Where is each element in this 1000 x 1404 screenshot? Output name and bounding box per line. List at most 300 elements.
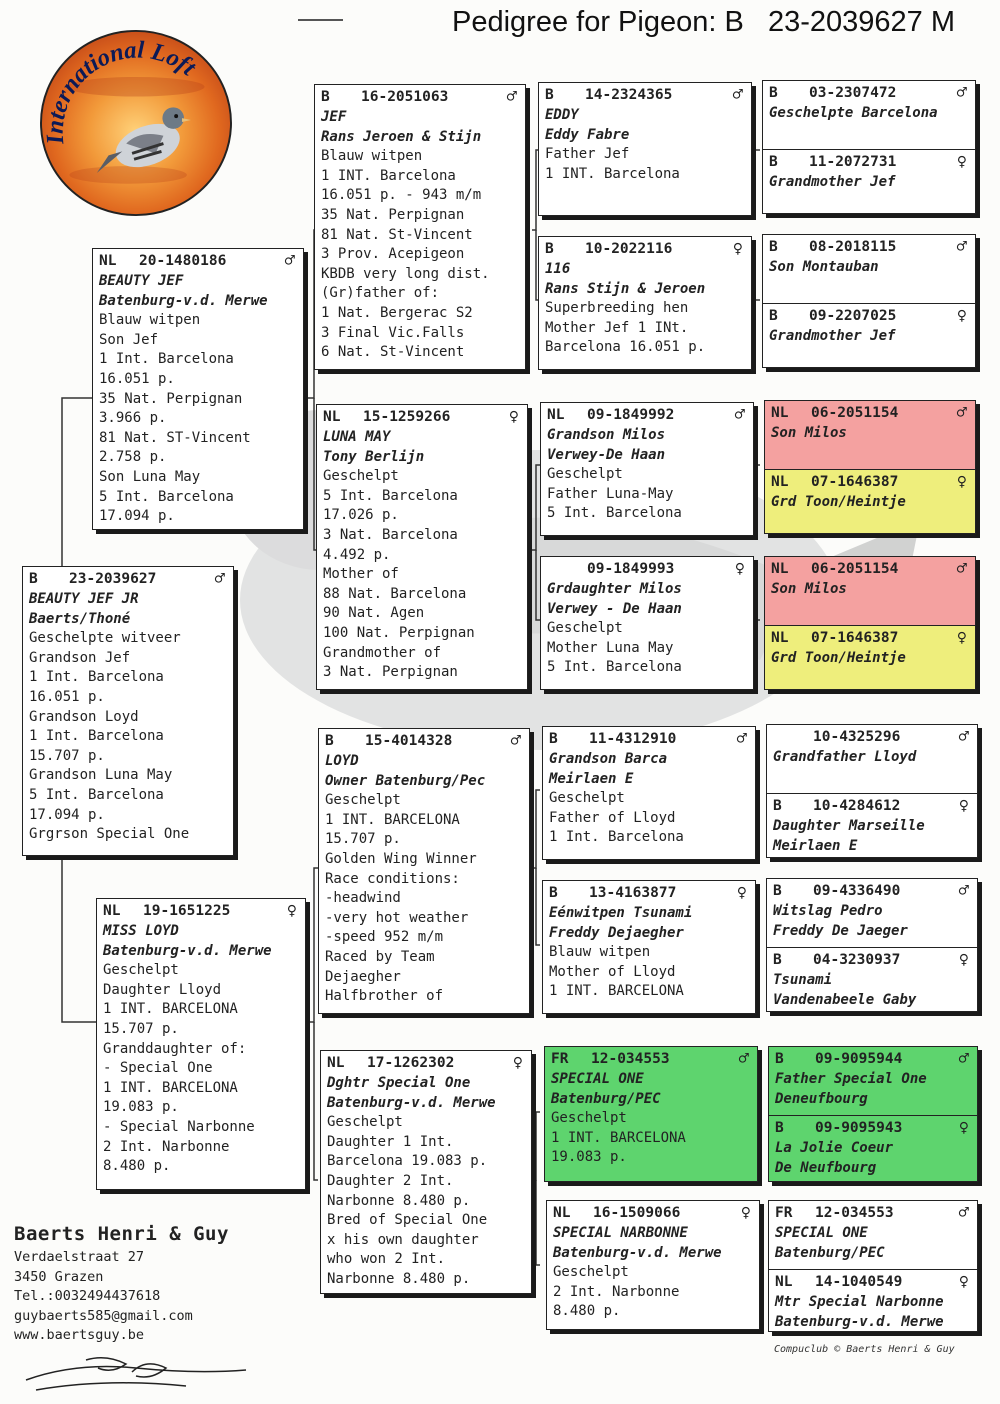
card-header [545, 239, 745, 260]
pedigree-detail-line: 2 Int. Narbonne [103, 1138, 230, 1155]
card-header [769, 152, 969, 173]
pigeon-name-line: Grdaughter Milos [547, 581, 682, 597]
female-icon: ♀ [512, 1053, 523, 1073]
pigeon-name-line: LUNA MAY [323, 429, 391, 445]
pedigree-detail-line: Father Luna-May [547, 485, 674, 502]
card-header [771, 559, 969, 580]
breeder-website[interactable]: www.baertsguy.be [14, 1327, 145, 1344]
pedigree-detail-line: 8.480 p. [103, 1158, 171, 1175]
pigeon-name-line: Eddy Fabre [545, 126, 630, 143]
card-header [551, 1049, 751, 1070]
card-header [771, 628, 969, 649]
ring-number: 12-034553 [815, 1205, 894, 1221]
ring-number: 17-1262302 [367, 1055, 455, 1071]
pedigree-detail-line: Race conditions: [325, 870, 460, 887]
pair-sire [763, 81, 975, 149]
ring-number: 04-3230937 [813, 952, 901, 968]
pigeon-name-line: Son Montauban [769, 259, 879, 275]
card-header [771, 403, 969, 424]
pigeon-name-line: Grandmother Jef [769, 328, 896, 344]
country-code: FR [775, 1205, 793, 1221]
pedigree-detail-line: 100 Nat. Perpignan [323, 624, 475, 641]
pedigree-pair-8 [768, 1200, 978, 1332]
ring-number: 20-1480186 [139, 253, 227, 269]
male-icon: ♂ [958, 881, 969, 901]
country-code: B [769, 85, 778, 101]
pair-dam [765, 469, 975, 534]
pedigree-detail-line: x his own daughter [327, 1231, 479, 1248]
pedigree-detail-line: 15.707 p. [29, 747, 105, 764]
pedigree-card-sdd [540, 556, 754, 690]
pedigree-detail-line: 5 Int. Barcelona [323, 487, 458, 504]
pigeon-name-line: EDDY [545, 107, 579, 123]
pedigree-card-sire-sire [314, 84, 526, 370]
card-header [775, 1272, 971, 1293]
country-code: B [545, 87, 554, 103]
pigeon-name-line: BEAUTY JEF JR [29, 591, 139, 607]
pedigree-card-sss [538, 82, 752, 216]
pigeon-name-line: Owner Batenburg/Pec [325, 772, 486, 789]
card-header [99, 251, 297, 272]
pedigree-detail-line: 35 Nat. Perpignan [99, 390, 243, 407]
pedigree-card-dsd [542, 880, 756, 1014]
pedigree-detail-line: 19.083 p. [103, 1099, 179, 1116]
card-header [553, 1203, 753, 1224]
pair-dam [767, 793, 977, 858]
card-header [775, 1118, 971, 1139]
pair-dam [767, 947, 977, 1012]
male-icon: ♂ [736, 729, 747, 749]
pedigree-detail-line: 15.707 p. [325, 831, 401, 848]
card-header [773, 881, 971, 902]
pigeon-name-line: Batenburg-v.d. Merwe [553, 1244, 722, 1261]
ring-number: 09-1849993 [587, 561, 675, 577]
pedigree-pair-1 [762, 80, 976, 214]
card-header [773, 727, 971, 748]
pigeon-name-line: Tsunami [773, 972, 833, 988]
ring-number: 10-2022116 [585, 241, 673, 257]
ring-number: 19-1651225 [143, 903, 231, 919]
male-icon: ♂ [510, 731, 521, 751]
country-code: B [769, 239, 778, 255]
pedigree-detail-line: 81 Nat. St-Vincent [321, 226, 473, 243]
pedigree-detail-line: Mother Jef 1 INt. [545, 319, 689, 336]
country-code: B [775, 1051, 784, 1067]
pigeon-name-line: Grandson Milos [547, 427, 666, 443]
pedigree-detail-line: Father Jef [545, 146, 630, 163]
card-header [769, 237, 969, 258]
pair-sire [767, 725, 977, 793]
pedigree-detail-line: Mother of Lloyd [549, 963, 676, 980]
pedigree-detail-line: 5 Int. Barcelona [99, 488, 234, 505]
pedigree-detail-line: -very hot weather [325, 909, 469, 926]
pedigree-detail-line: (Gr)father of: [321, 285, 440, 302]
pedigree-detail-line: 5 Int. Barcelona [29, 786, 164, 803]
ring-number: 14-2324365 [585, 87, 673, 103]
pair-sire [765, 557, 975, 625]
pedigree-detail-line: 5 Int. Barcelona [547, 505, 682, 522]
pedigree-pair-3 [764, 400, 976, 534]
breeder-email[interactable]: guybaerts585@gmail.com [14, 1307, 193, 1324]
pigeon-name-line: Geschelpte Barcelona [769, 105, 938, 121]
male-icon: ♂ [284, 251, 295, 271]
pedigree-card-ddd [546, 1200, 760, 1330]
pedigree-detail-line: 1 Int. Barcelona [29, 728, 164, 745]
ring-number: 15-4014328 [365, 733, 453, 749]
male-icon: ♂ [734, 405, 745, 425]
pedigree-detail-line: 3.966 p. [99, 410, 167, 427]
pedigree-detail-line: 16.051 p. [99, 370, 175, 387]
pair-sire [767, 879, 977, 947]
pedigree-detail-line: Barcelona 19.083 p. [327, 1153, 488, 1170]
female-icon: ♀ [286, 901, 297, 921]
pedigree-detail-line: -headwind [325, 890, 401, 907]
pair-sire [769, 1047, 977, 1115]
pedigree-pair-5 [766, 724, 978, 858]
female-icon: ♀ [956, 152, 967, 172]
pedigree-detail-line: -speed 952 m/m [325, 929, 444, 946]
card-header [547, 405, 747, 426]
female-icon: ♀ [956, 306, 967, 326]
pigeon-name-line: Eénwitpen Tsunami [549, 905, 693, 921]
pigeon-name-line: Witslag Pedro [773, 903, 883, 919]
pedigree-detail-line: Barcelona 16.051 p. [545, 339, 706, 356]
country-code: NL [99, 253, 117, 269]
country-code: B [769, 154, 778, 170]
ring-number: 09-2207025 [809, 308, 897, 324]
ring-number: 10-4325296 [813, 729, 901, 745]
breeder-phone: Tel.:0032494437618 [14, 1288, 161, 1305]
card-header [545, 85, 745, 106]
pedigree-detail-line: Father of Lloyd [549, 809, 676, 826]
pedigree-detail-line: Golden Wing Winner [325, 850, 477, 867]
female-icon: ♀ [956, 628, 967, 648]
country-code: B [549, 885, 558, 901]
pair-sire [765, 401, 975, 469]
country-code: B [773, 798, 782, 814]
breeder-name: Baerts Henri & Guy [14, 1223, 229, 1245]
ring-number: 11-2072731 [809, 154, 897, 170]
pedigree-detail-line: 16.051 p. - 943 m/m [321, 187, 482, 204]
country-code: B [775, 1120, 784, 1136]
ring-number: 23-2039627 [69, 571, 157, 587]
pedigree-card-dss [542, 726, 756, 860]
pedigree-detail-line: 6 Nat. St-Vincent [321, 344, 465, 361]
pedigree-detail-line: 81 Nat. ST-Vincent [99, 429, 251, 446]
male-icon: ♂ [958, 1049, 969, 1069]
pedigree-detail-line: 1 INT. BARCELONA [325, 811, 460, 828]
ring-number: 08-2018115 [809, 239, 897, 255]
female-icon: ♀ [958, 1118, 969, 1138]
pedigree-card-sds [540, 402, 754, 536]
pigeon-name-line: 116 [545, 261, 571, 277]
female-icon: ♀ [508, 407, 519, 427]
ring-number: 09-4336490 [813, 883, 901, 899]
pedigree-detail-line: Geschelpt [547, 466, 623, 483]
pigeon-name-line: Vandenabeele Gaby [773, 991, 917, 1008]
pedigree-detail-line: Superbreeding hen [545, 300, 689, 317]
female-icon: ♀ [958, 1272, 969, 1292]
pigeon-name-line: Batenburg/PEC [775, 1244, 885, 1261]
pigeon-name-line: SPECIAL NARBONNE [553, 1225, 688, 1241]
pedigree-detail-line: 1 Int. Barcelona [99, 351, 234, 368]
pedigree-detail-line: Son Jef [99, 331, 159, 348]
pigeon-name-line: Verwey-De Haan [547, 446, 666, 463]
country-code: NL [771, 474, 789, 490]
pigeon-name-line: Grandmother Jef [769, 174, 896, 190]
ring-number: 06-2051154 [811, 405, 899, 421]
loft-logo [38, 28, 234, 218]
pedigree-detail-line: Raced by Team [325, 948, 435, 965]
country-code: B [769, 308, 778, 324]
pedigree-detail-line: Geschelpte witveer [29, 630, 181, 647]
pedigree-detail-line: KBDB very long dist. [321, 265, 490, 282]
male-icon: ♂ [956, 559, 967, 579]
ring-number: 14-1040549 [815, 1274, 903, 1290]
pair-sire [769, 1201, 977, 1269]
pedigree-detail-line: Geschelpt [551, 1110, 627, 1127]
pigeon-name-line: Dghtr Special One [327, 1075, 471, 1091]
card-header [323, 407, 521, 428]
pedigree-card-dam-dam [320, 1050, 532, 1294]
female-icon: ♀ [958, 950, 969, 970]
country-code: NL [553, 1205, 571, 1221]
pedigree-detail-line: Geschelpt [327, 1114, 403, 1131]
ring-number: 13-4163877 [589, 885, 677, 901]
pigeon-name-line: Freddy Dejaegher [549, 924, 684, 941]
pigeon-name-line: Grd Toon/Heintje [771, 650, 906, 666]
country-code: B [549, 731, 558, 747]
pedigree-detail-line: Bred of Special One [327, 1212, 488, 1229]
pedigree-detail-line: 16.051 p. [29, 688, 105, 705]
card-header [547, 559, 747, 580]
pedigree-detail-line: 8.480 p. [553, 1303, 621, 1320]
pedigree-pair-6 [766, 878, 978, 1012]
ring-number: 16-2051063 [361, 89, 449, 105]
pigeon-name-line: Batenburg/PEC [551, 1090, 661, 1107]
pair-dam [763, 303, 975, 368]
pigeon-name-line: Deneufbourg [775, 1090, 868, 1107]
pedigree-detail-line: 3 Final Vic.Falls [321, 324, 465, 341]
country-code: B [773, 952, 782, 968]
pair-dam [769, 1115, 977, 1182]
pedigree-detail-line: 4.492 p. [323, 546, 391, 563]
country-code: NL [323, 409, 341, 425]
pedigree-detail-line: Daughter 2 Int. [327, 1172, 454, 1189]
pedigree-detail-line: 1 INT. BARCELONA [551, 1129, 686, 1146]
country-code: B [321, 89, 330, 105]
pigeon-name-line: Daughter Marseille [773, 818, 925, 834]
pedigree-detail-line: 2 Int. Narbonne [553, 1283, 680, 1300]
pedigree-detail-line: 1 Int. Barcelona [29, 669, 164, 686]
pedigree-detail-line: Geschelpt [549, 790, 625, 807]
pigeon-name-line: Rans Stijn & Jeroen [545, 280, 706, 297]
pedigree-detail-line: 5 Int. Barcelona [547, 659, 682, 676]
pair-dam [763, 149, 975, 214]
ring-number: 03-2307472 [809, 85, 897, 101]
card-header [325, 731, 523, 752]
pedigree-detail-line: 35 Nat. Perpignan [321, 206, 465, 223]
country-code: NL [771, 561, 789, 577]
pigeon-name-line: SPECIAL ONE [775, 1225, 868, 1241]
header-dash [298, 19, 343, 21]
pigeon-name-line: Baerts/Thoné [29, 610, 131, 627]
pedigree-detail-line: Daughter 1 Int. [327, 1133, 454, 1150]
pedigree-detail-line: 2.758 p. [99, 449, 167, 466]
pedigree-detail-line: Son Luna May [99, 468, 201, 485]
male-icon: ♂ [956, 83, 967, 103]
pedigree-detail-line: 1 INT. BARCELONA [103, 1079, 238, 1096]
card-header [775, 1203, 971, 1224]
breeder-street: Verdaelstraat 27 [14, 1249, 145, 1265]
pigeon-name-line: Son Milos [771, 425, 847, 441]
country-code: NL [103, 903, 121, 919]
pigeon-name-line: MISS LOYD [103, 923, 179, 939]
pair-sire [763, 235, 975, 303]
pedigree-detail-line: 1 INT. BARCELONA [103, 1001, 238, 1018]
pedigree-detail-line: 15.707 p. [103, 1020, 179, 1037]
country-code: B [29, 571, 38, 587]
pedigree-card-dds [544, 1046, 758, 1182]
female-icon: ♀ [732, 239, 743, 259]
country-code: NL [771, 405, 789, 421]
card-header [769, 306, 969, 327]
male-icon: ♂ [956, 237, 967, 257]
male-icon: ♂ [732, 85, 743, 105]
pedigree-detail-line: Grandson Jef [29, 649, 131, 666]
pedigree-detail-line: Grandson Loyd [29, 708, 139, 725]
pedigree-detail-line: 3 Nat. Barcelona [323, 526, 458, 543]
pedigree-detail-line: Blauw witpen [321, 148, 423, 165]
male-icon: ♂ [958, 727, 969, 747]
male-icon: ♂ [506, 87, 517, 107]
ring-number: 11-4312910 [589, 731, 677, 747]
ring-number: 09-9095944 [815, 1051, 903, 1067]
country-code: NL [775, 1274, 793, 1290]
pedigree-detail-line: who won 2 Int. [327, 1251, 446, 1268]
pedigree-detail-line: - Special One [103, 1060, 213, 1077]
title-ring: 23-2039627 M [767, 6, 956, 38]
pedigree-detail-line: Grgrson Special One [29, 826, 190, 843]
breeder-footer [14, 1220, 229, 1346]
pigeon-name-line: Batenburg-v.d. Merwe [103, 942, 272, 959]
pigeon-name-line: Tony Berlijn [323, 448, 425, 465]
pedigree-detail-line: Grandson Luna May [29, 767, 173, 784]
ring-number: 10-4284612 [813, 798, 901, 814]
card-header [771, 472, 969, 493]
pedigree-pair-7 [768, 1046, 978, 1182]
pedigree-detail-line: 17.026 p. [323, 507, 399, 524]
pedigree-detail-line: Mother of [323, 566, 399, 583]
pedigree-pair-2 [762, 234, 976, 368]
pedigree-detail-line: 1 INT. Barcelona [321, 167, 456, 184]
male-icon: ♂ [956, 403, 967, 423]
pigeon-name-line: Grd Toon/Heintje [771, 494, 906, 510]
country-code: NL [327, 1055, 345, 1071]
ring-number: 12-034553 [591, 1051, 670, 1067]
pedigree-detail-line: 1 Nat. Bergerac S2 [321, 304, 473, 321]
country-code: B [773, 883, 782, 899]
pedigree-card-sire [92, 248, 304, 530]
card-header [775, 1049, 971, 1070]
pedigree-card-subject [22, 566, 234, 856]
country-code: NL [547, 407, 565, 423]
card-header [549, 729, 749, 750]
card-header [327, 1053, 525, 1074]
pedigree-detail-line: 88 Nat. Barcelona [323, 585, 467, 602]
pedigree-card-sire-dam [316, 404, 528, 690]
pigeon-name-line: Grandfather Lloyd [773, 749, 917, 765]
female-icon: ♀ [958, 796, 969, 816]
card-header [29, 569, 227, 590]
country-code: FR [551, 1051, 569, 1067]
pigeon-name-line: De Neufbourg [775, 1159, 877, 1176]
title-label: Pedigree for Pigeon: B [452, 6, 744, 38]
pigeon-name-line: JEF [321, 109, 347, 125]
pedigree-detail-line: Daughter Lloyd [103, 981, 222, 998]
card-header [321, 87, 519, 108]
pigeon-name-line: LOYD [325, 753, 359, 769]
pedigree-detail-line: Blauw witpen [99, 312, 201, 329]
pedigree-detail-line: - Special Narbonne [103, 1118, 255, 1135]
copyright-note: Compuclub © Baerts Henri & Guy [774, 1344, 955, 1355]
pedigree-detail-line: 17.094 p. [99, 508, 175, 525]
pedigree-pair-4 [764, 556, 976, 690]
female-icon: ♀ [734, 559, 745, 579]
pigeon-name-line: Freddy De Jaeger [773, 922, 908, 939]
page-title [452, 6, 955, 39]
pedigree-card-dam [96, 898, 306, 1190]
pigeon-name-line: Verwey - De Haan [547, 600, 682, 617]
pedigree-card-dam-sire [318, 728, 530, 1014]
pigeon-name-line: Son Milos [771, 581, 847, 597]
pedigree-detail-line: Geschelpt [323, 468, 399, 485]
pedigree-detail-line: Blauw witpen [549, 944, 651, 961]
pigeon-name-line: Mtr Special Narbonne [775, 1294, 944, 1310]
pedigree-detail-line: Narbonne 8.480 p. [327, 1270, 471, 1287]
pedigree-detail-line: Geschelpt [325, 792, 401, 809]
card-header [773, 950, 971, 971]
pigeon-name-line: La Jolie Coeur [775, 1140, 894, 1156]
ring-number: 09-1849992 [587, 407, 675, 423]
pigeon-name-line: Meirlaen E [773, 837, 858, 854]
female-icon: ♀ [740, 1203, 751, 1223]
pedigree-detail-line: Granddaughter of: [103, 1040, 247, 1057]
country-code: NL [771, 630, 789, 646]
pedigree-detail-line: Geschelpt [103, 962, 179, 979]
male-icon: ♂ [214, 569, 225, 589]
pedigree-detail-line: Mother Luna May [547, 639, 674, 656]
pedigree-card-ssd [538, 236, 752, 370]
card-header [103, 901, 299, 922]
card-header [769, 83, 969, 104]
pedigree-detail-line: Grandmother of [323, 644, 442, 661]
card-header [549, 883, 749, 904]
ring-number: 16-1509066 [593, 1205, 681, 1221]
pedigree-detail-line: Halfbrother of [325, 988, 444, 1005]
pigeon-name-line: BEAUTY JEF [99, 273, 184, 289]
ring-number: 07-1646387 [811, 630, 899, 646]
female-icon: ♀ [736, 883, 747, 903]
pedigree-detail-line: 3 Prov. Acepigeon [321, 246, 465, 263]
pigeon-name-line: Batenburg-v.d. Merwe [327, 1094, 496, 1111]
signature-icon [16, 1350, 256, 1400]
ring-number: 07-1646387 [811, 474, 899, 490]
pigeon-name-line: Grandson Barca [549, 751, 668, 767]
pair-dam [765, 625, 975, 690]
ring-number: 09-9095943 [815, 1120, 903, 1136]
pigeon-name-line: Batenburg-v.d. Merwe [775, 1313, 944, 1330]
